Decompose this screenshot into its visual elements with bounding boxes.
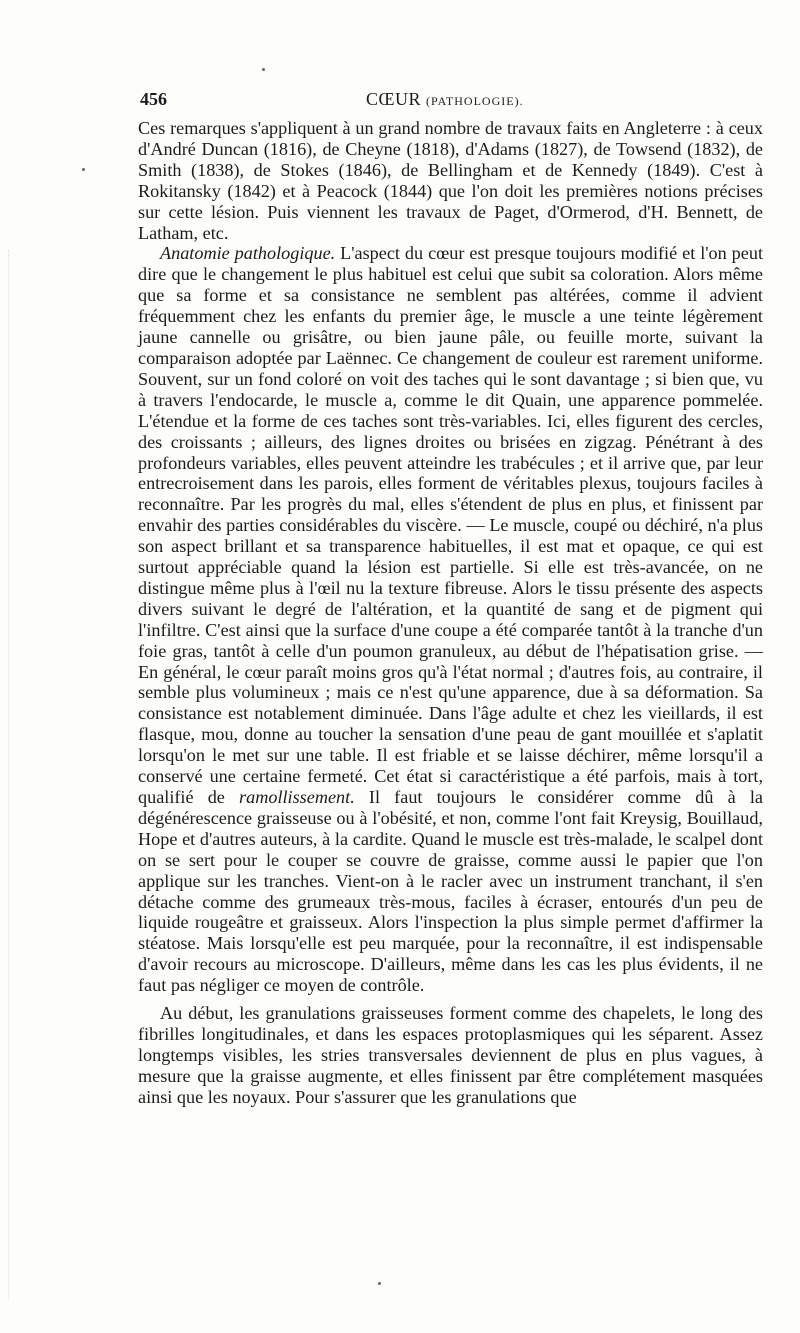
scan-speck — [378, 1282, 381, 1285]
running-title-subtitle: (PATHOLOGIE). — [426, 94, 524, 108]
margin-scan-marks — [8, 250, 23, 1300]
body-text — [138, 118, 763, 1108]
paragraph-anatomie — [138, 243, 763, 996]
page-number: 456 — [140, 89, 167, 109]
paragraph-3: Au début, les granulations graisseuses forment comme des chapelets, le long des fibrilles longitudinales, et dans les espaces protoplasmiques qui les séparent. Assez longtemps visibles, les stries transversales deviennent de plus en plus vagues, à mesure que la graisse augmente, et elles finissent par être complétement masquées ainsi que les noyaux. Pour s'assurer que les granulations que — [138, 1003, 763, 1107]
section-heading-anatomie-pathologique: Anatomie pathologique. — [160, 243, 336, 264]
paragraph-1: Ces remarques s'appliquent à un grand nombre de travaux faits en Angleterre : à ceux d'André Duncan (1816), de Cheyne (1818), d'Adams (1827), de Towsend (1832), de Smith (1838), de Stokes (1846), de Bellingham et de Kennedy (1849). C'est à Rokitansky (1842) et à Peacock (1844) que l'on doit les premières notions précises sur cette lésion. Puis viennent les travaux de Paget, d'Ormerod, d'H. Bennett, de Latham, etc. — [138, 118, 763, 243]
paragraph-anatomie-text: L'aspect du cœur est presque toujours modifié et l'on peut dire que le changement le plus habituel est celui que subit sa coloration. Alors même que sa forme et sa consistance ne semblent pas altérées, comme il advient fréquemment chez les enfants du premier âge, le muscle a une teinte légèrement jaune cannelle ou grisâtre, ou bien jaune pâle, ou feuille morte, suivant la comparaison adoptée par Laënnec. Ce changement de couleur est rarement uniforme. Souvent, sur un fond coloré on voit des taches qui le sont davantage ; si bien que, vu à travers l'endocarde, le muscle a, comme le dit Quain, une apparence pommelée. L'étendue et la forme de ces taches sont très-variables. Ici, elles figurent des cercles, des croissants ; ailleurs, des lignes droites ou brisées en zigzag. Pénétrant à des profondeurs variables, elles peuvent atteindre les trabécules ; et il arrive que, par leur entrecroisement dans les parois, elles forment de véritables plexus, toujours faciles à reconnaître. Par les progrès du mal, elles s'étendent de plus en plus, et finissent par envahir des parties considérables du viscère. — Le muscle, coupé ou déchiré, n'a plus son aspect brillant et sa transparence habituelles, il est mat et opaque, ce qui est surtout appréciable quand la lésion est partielle. Si elle est très-avancée, on ne distingue même plus à l'œil nu la texture fibreuse. Alors le tissu présente des aspects divers suivant le degré de l'altération, et la quantité de sang et de pigment qui l'infiltre. C'est ainsi que la surface d'une coupe a été comparée tantôt à la tranche d'un foie gras, tantôt à celle d'un poumon granuleux, au début de l'hépatisation grise. — En général, le cœur paraît moins gros qu'à l'état normal ; d'autres fois, au contraire, il semble plus volumineux ; mais ce n'est qu'une apparence, due à sa déformation. Sa consistance est notablement diminuée. Dans l'âge adulte et chez les vieillards, il est flasque, mou, donne au toucher la sensation d'une peau de gant mouillée et s'aplatit lorsqu'on le met sur une table. Il est friable et se laisse déchirer, même lorsqu'il a conservé une certaine fermeté. Cet état si caractéristique a été parfois, mais à tort, qualifié de — [138, 243, 763, 807]
running-title — [366, 87, 524, 113]
scan-speck — [262, 68, 265, 71]
page-header — [138, 87, 763, 111]
term-ramollissement: ramollissement. — [239, 787, 355, 807]
paragraph-anatomie-text-end: Il faut toujours le considérer comme dû à la dégénérescence graisseuse ou à l'obésité, et non, comme l'ont fait Kreysig, Bouillaud, Hope et d'autres auteurs, à la cardite. Quand le muscle est très-malade, le scalpel dont on se sert pour le couper se couvre de graisse, comme aussi le papier que l'on applique sur les tranches. Vient-on à le racler avec un instrument tranchant, il s'en détache comme des grumeaux très-mous, faciles à écraser, entourés d'un peu de liquide rougeâtre et graisseux. Alors l'inspection la plus simple permet d'affirmer la stéatose. Mais lorsqu'elle est peu marquée, pour la reconnaître, il est indispensable d'avoir recours au microscope. D'ailleurs, même dans les cas les plus évidents, il ne faut pas négliger ce moyen de contrôle. — [138, 787, 763, 996]
scan-speck — [82, 168, 85, 171]
running-title-main: CŒUR — [366, 89, 422, 109]
